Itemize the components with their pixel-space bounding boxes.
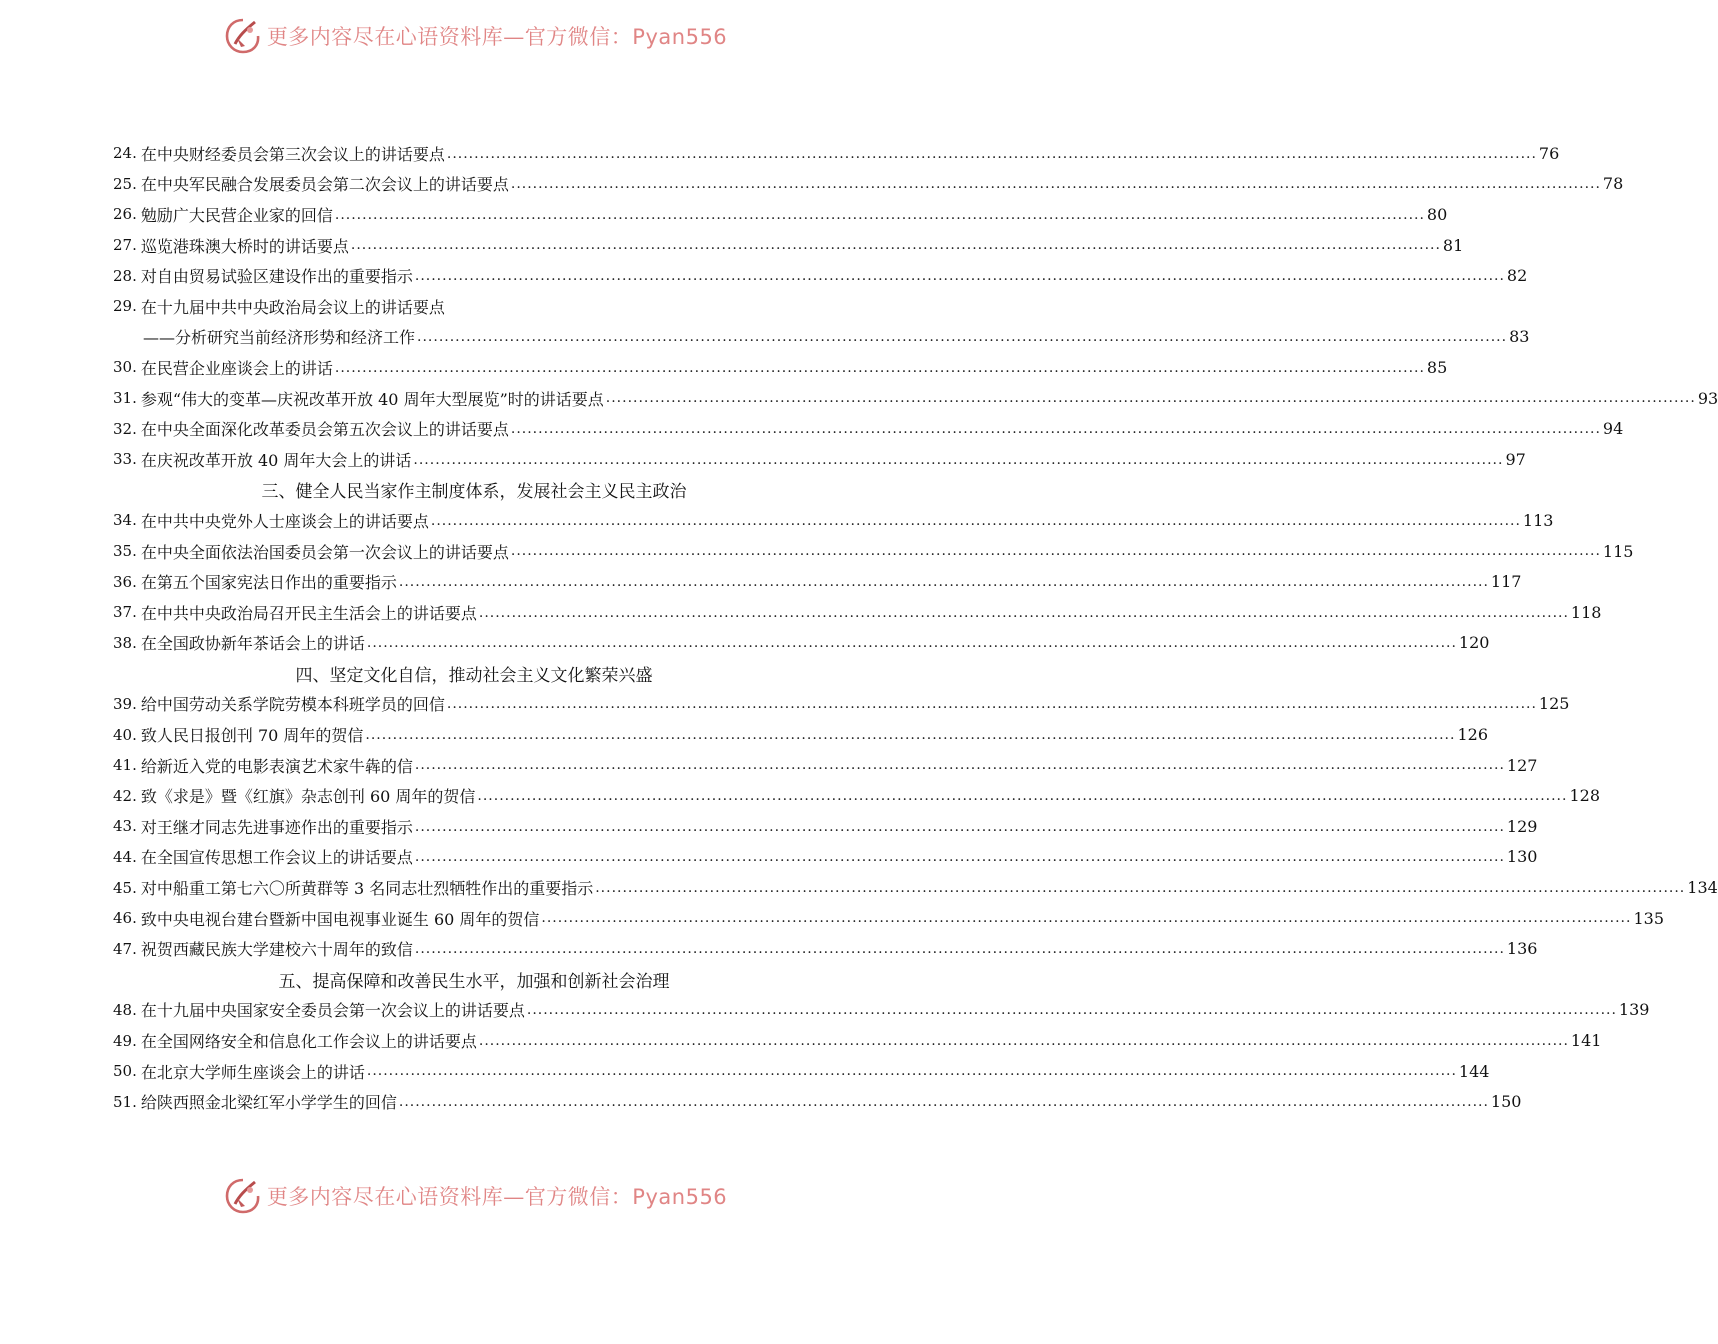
entry-title: 在中央财经委员会第三次会议上的讲话要点 xyxy=(140,144,445,164)
header-watermark-banner xyxy=(0,14,950,58)
entry-title: 在十九届中共中央政治局会议上的讲话要点 xyxy=(140,297,445,317)
page-number: 81 xyxy=(1442,235,1464,255)
entry-title: 在中央军民融合发展委员会第二次会议上的讲话要点 xyxy=(140,175,509,195)
toc-entry xyxy=(113,597,1602,628)
dot-leader: ........................................................................................................................................................................................................ xyxy=(366,1063,1457,1080)
toc-entry xyxy=(113,444,1526,475)
entry-title: 在庆祝改革开放 40 周年大会上的讲话 xyxy=(140,450,412,470)
entry-title: 致《求是》暨《红旗》杂志创刊 60 周年的贺信 xyxy=(140,787,476,807)
pen-flourish-icon xyxy=(223,1176,263,1216)
entry-title: 给新近入党的电影表演艺术家牛犇的信 xyxy=(140,756,413,776)
entry-number: 43. xyxy=(113,817,137,836)
entry-number: 48. xyxy=(113,1000,137,1019)
entry-number: 51. xyxy=(113,1092,137,1111)
pen-flourish-icon xyxy=(223,16,263,56)
dot-leader: ........................................................................................................................................................................................................ xyxy=(334,359,1425,376)
dot-leader: ........................................................................................................................................................................................................ xyxy=(478,1032,1569,1049)
dot-leader: ........................................................................................................................................................................................................ xyxy=(414,757,1505,774)
entry-number: 45. xyxy=(113,878,137,897)
toc-entry xyxy=(113,138,1560,169)
toc-entry xyxy=(113,413,1624,444)
entry-title: 对中船重工第七六〇所黄群等 3 名同志壮烈牺牲作出的重要指示 xyxy=(140,879,594,899)
dot-leader: ........................................................................................................................................................................................................ xyxy=(541,910,1632,927)
toc-entry xyxy=(113,536,1634,567)
dot-leader: ........................................................................................................................................................................................................ xyxy=(414,849,1505,866)
section-heading xyxy=(113,475,835,506)
entry-number: 32. xyxy=(113,419,137,438)
page-number: 118 xyxy=(1570,602,1602,622)
entry-title: 在全国宣传思想工作会议上的讲话要点 xyxy=(140,848,413,868)
entry-number: 41. xyxy=(113,756,137,775)
entry-number: 33. xyxy=(113,450,137,469)
dot-leader: ........................................................................................................................................................................................................ xyxy=(414,818,1505,835)
page-number: 125 xyxy=(1538,694,1570,714)
toc-entry xyxy=(113,811,1538,842)
page-number: 76 xyxy=(1538,143,1560,163)
dot-leader: ........................................................................................................................................................................................................ xyxy=(413,451,1504,468)
toc-entry xyxy=(113,872,1718,903)
page-number: 115 xyxy=(1602,541,1634,561)
entry-number: 47. xyxy=(113,939,137,958)
entry-title: 对王继才同志先进事迹作出的重要指示 xyxy=(140,817,413,837)
entry-title: 在中央全面依法治国委员会第一次会议上的讲话要点 xyxy=(140,542,509,562)
page-number: 85 xyxy=(1426,357,1448,377)
entry-title: 给陕西照金北梁红军小学学生的回信 xyxy=(140,1093,397,1113)
page-number: 94 xyxy=(1602,419,1624,439)
entry-number: 24. xyxy=(113,144,137,163)
dot-leader: ........................................................................................................................................................................................................ xyxy=(365,726,1456,743)
dot-leader: ........................................................................................................................................................................................................ xyxy=(526,1002,1617,1019)
page-number: 130 xyxy=(1506,847,1538,867)
entry-number: 35. xyxy=(113,542,137,561)
dot-leader: ........................................................................................................................................................................................................ xyxy=(477,788,1568,805)
page-number: 78 xyxy=(1602,174,1624,194)
page-number: 126 xyxy=(1457,725,1488,745)
entry-title: 致人民日报创刊 70 周年的贺信 xyxy=(140,726,364,746)
page-number: 113 xyxy=(1522,510,1554,530)
section-title: 三、健全人民当家作主制度体系，发展社会主义民主政治 xyxy=(261,482,687,503)
entry-number: 39. xyxy=(113,694,137,713)
entry-number: 26. xyxy=(113,205,137,224)
page-number: 82 xyxy=(1506,266,1528,286)
entry-title: ——分析研究当前经济形势和经济工作 xyxy=(143,328,416,348)
section-title: 四、坚定文化自信，推动社会主义文化繁荣兴盛 xyxy=(295,665,653,686)
dot-leader: ........................................................................................................................................................................................................ xyxy=(446,696,1537,713)
entry-number: 36. xyxy=(113,572,137,591)
dot-leader: ........................................................................................................................................................................................................ xyxy=(446,145,1537,162)
entry-number: 25. xyxy=(113,174,137,193)
entry-number: 34. xyxy=(113,511,137,530)
toc-entry xyxy=(113,352,1448,383)
entry-number: 40. xyxy=(113,725,137,744)
toc-entry xyxy=(113,260,1528,291)
table-of-contents xyxy=(113,138,1718,1117)
toc-entry xyxy=(113,169,1624,200)
page-number: 93 xyxy=(1697,388,1718,408)
dot-leader: ........................................................................................................................................................................................................ xyxy=(398,573,1489,590)
page-number: 127 xyxy=(1506,755,1538,775)
entry-title: 勉励广大民营企业家的回信 xyxy=(140,205,333,225)
entry-number: 31. xyxy=(113,389,137,408)
toc-entry xyxy=(113,1025,1602,1056)
entry-number: 46. xyxy=(113,909,137,928)
section-heading xyxy=(113,964,835,995)
banner-text: 更多内容尽在心语资料库— xyxy=(266,25,525,49)
page-number: 120 xyxy=(1458,633,1490,653)
banner-text: 更多内容尽在心语资料库— xyxy=(266,1185,525,1209)
page-number: 134 xyxy=(1687,878,1718,898)
section-heading xyxy=(113,658,835,689)
page-number: 97 xyxy=(1505,449,1526,469)
page-number: 135 xyxy=(1633,908,1664,928)
toc-entry xyxy=(113,230,1464,261)
page-number: 128 xyxy=(1569,786,1600,806)
toc-entry xyxy=(113,505,1554,536)
toc-entry xyxy=(113,1086,1522,1117)
entry-title: 祝贺西藏民族大学建校六十周年的致信 xyxy=(140,940,413,960)
toc-entry xyxy=(113,199,1448,230)
entry-number: 28. xyxy=(113,266,137,285)
toc-entry xyxy=(113,628,1490,659)
entry-title: 给中国劳动关系学院劳模本科班学员的回信 xyxy=(140,695,445,715)
entry-number: 44. xyxy=(113,847,137,866)
entry-title: 在中共中央政治局召开民主生活会上的讲话要点 xyxy=(140,603,477,623)
entry-title: 参观“伟大的变革—庆祝改革开放 40 周年大型展览”时的讲话要点 xyxy=(140,389,604,409)
dot-leader: ........................................................................................................................................................................................................ xyxy=(414,941,1505,958)
dot-leader: ........................................................................................................................................................................................................ xyxy=(350,237,1441,254)
entry-title: 巡览港珠澳大桥时的讲话要点 xyxy=(140,236,349,256)
entry-number: 38. xyxy=(113,633,137,652)
banner-wechat: 官方微信：Pyan556 xyxy=(524,1185,728,1209)
dot-leader: ........................................................................................................................................................................................................ xyxy=(605,390,1696,407)
banner-wechat: 官方微信：Pyan556 xyxy=(524,25,728,49)
toc-entry xyxy=(113,780,1600,811)
page-number: 83 xyxy=(1509,327,1530,347)
dot-leader: ........................................................................................................................................................................................................ xyxy=(510,543,1601,560)
page-number: 80 xyxy=(1426,204,1448,224)
dot-leader: ........................................................................................................................................................................................................ xyxy=(510,420,1601,437)
entry-title: 致中央电视台建台暨新中国电视事业诞生 60 周年的贺信 xyxy=(140,909,540,929)
dot-leader: ........................................................................................................................................................................................................ xyxy=(334,206,1425,223)
toc-entry xyxy=(113,842,1538,873)
entry-title: 在北京大学师生座谈会上的讲话 xyxy=(140,1062,365,1082)
footer-watermark-banner xyxy=(0,1174,950,1218)
page-number: 139 xyxy=(1618,1000,1650,1020)
entry-title: 在中央全面深化改革委员会第五次会议上的讲话要点 xyxy=(140,420,509,440)
toc-entry xyxy=(113,750,1538,781)
toc-entry xyxy=(113,291,835,322)
dot-leader: ........................................................................................................................................................................................................ xyxy=(366,635,1457,652)
entry-title: 在民营企业座谈会上的讲话 xyxy=(140,358,333,378)
page-number: 144 xyxy=(1458,1061,1490,1081)
dot-leader: ........................................................................................................................................................................................................ xyxy=(595,879,1686,896)
toc-entry xyxy=(113,689,1570,720)
page-number: 150 xyxy=(1490,1092,1522,1112)
dot-leader: ........................................................................................................................................................................................................ xyxy=(417,329,1508,346)
entry-number: 30. xyxy=(113,358,137,377)
page-number: 141 xyxy=(1570,1031,1602,1051)
page-number: 129 xyxy=(1506,816,1538,836)
entry-number: 49. xyxy=(113,1031,137,1050)
entry-number: 27. xyxy=(113,236,137,255)
toc-entry xyxy=(113,903,1664,934)
entry-title: 对自由贸易试验区建设作出的重要指示 xyxy=(140,267,413,287)
dot-leader: ........................................................................................................................................................................................................ xyxy=(414,267,1505,284)
dot-leader: ........................................................................................................................................................................................................ xyxy=(430,512,1521,529)
entry-number: 50. xyxy=(113,1062,137,1081)
dot-leader: ........................................................................................................................................................................................................ xyxy=(510,176,1601,193)
dot-leader: ........................................................................................................................................................................................................ xyxy=(478,604,1569,621)
entry-title: 在十九届中央国家安全委员会第一次会议上的讲话要点 xyxy=(140,1001,525,1021)
entry-title: 在中共中央党外人士座谈会上的讲话要点 xyxy=(140,511,429,531)
page-number: 136 xyxy=(1506,939,1538,959)
toc-entry xyxy=(113,322,1530,353)
toc-entry xyxy=(113,933,1538,964)
toc-entry xyxy=(113,383,1718,414)
entry-title: 在全国网络安全和信息化工作会议上的讲话要点 xyxy=(140,1032,477,1052)
section-title: 五、提高保障和改善民生水平，加强和创新社会治理 xyxy=(278,971,670,992)
toc-entry xyxy=(113,1056,1490,1087)
entry-title: 在全国政协新年茶话会上的讲话 xyxy=(140,634,365,654)
entry-number: 42. xyxy=(113,786,137,805)
toc-entry xyxy=(113,566,1522,597)
dot-leader: ........................................................................................................................................................................................................ xyxy=(398,1094,1489,1110)
entry-title: 在第五个国家宪法日作出的重要指示 xyxy=(140,573,397,593)
toc-entry xyxy=(113,995,1650,1026)
entry-number: 37. xyxy=(113,603,137,622)
entry-number: 29. xyxy=(113,297,137,316)
page-number: 117 xyxy=(1490,572,1522,592)
toc-entry xyxy=(113,719,1488,750)
